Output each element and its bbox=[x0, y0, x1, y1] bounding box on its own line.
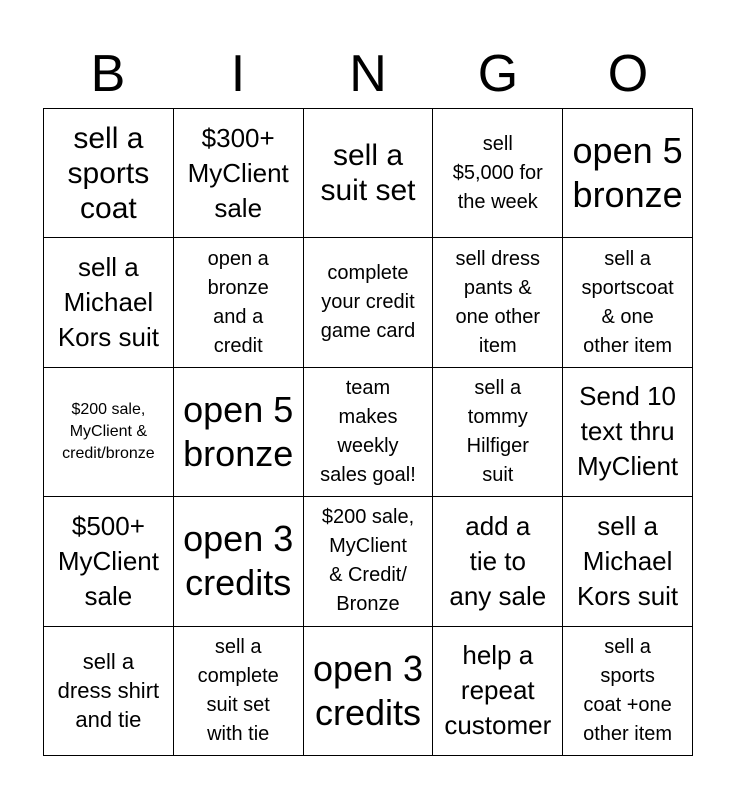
bingo-cell[interactable]: add a tie to any sale bbox=[433, 497, 563, 626]
bingo-cell[interactable]: $500+ MyClient sale bbox=[44, 497, 174, 626]
bingo-cell[interactable]: sell a tommy Hilfiger suit bbox=[433, 368, 563, 497]
bingo-cell[interactable]: $200 sale, MyClient & Credit/ Bronze bbox=[304, 497, 434, 626]
bingo-cell[interactable]: open a bronze and a credit bbox=[174, 238, 304, 367]
bingo-cell[interactable]: help a repeat customer bbox=[433, 627, 563, 756]
header-letter-g: G bbox=[477, 45, 519, 103]
bingo-cell[interactable]: Send 10 text thru MyClient bbox=[563, 368, 693, 497]
bingo-cell[interactable]: open 5 bronze bbox=[174, 368, 304, 497]
bingo-cell[interactable]: sell $5,000 for the week bbox=[433, 109, 563, 238]
bingo-cell[interactable]: open 5 bronze bbox=[563, 109, 693, 238]
bingo-cell[interactable]: sell a Michael Kors suit bbox=[44, 238, 174, 367]
bingo-cell[interactable]: sell a suit set bbox=[304, 109, 434, 238]
bingo-grid bbox=[43, 108, 693, 756]
bingo-cell[interactable]: sell a sports coat bbox=[44, 109, 174, 238]
header-letter-i: I bbox=[230, 45, 246, 103]
header-letter-n: N bbox=[349, 45, 387, 103]
bingo-cell[interactable]: $200 sale, MyClient & credit/bronze bbox=[44, 368, 174, 497]
bingo-cell[interactable]: sell dress pants & one other item bbox=[433, 238, 563, 367]
bingo-cell[interactable]: team makes weekly sales goal! bbox=[304, 368, 434, 497]
bingo-cell[interactable]: $300+ MyClient sale bbox=[174, 109, 304, 238]
bingo-cell[interactable]: sell a sports coat +one other item bbox=[563, 627, 693, 756]
bingo-cell[interactable]: sell a dress shirt and tie bbox=[44, 627, 174, 756]
bingo-cell[interactable]: sell a sportscoat & one other item bbox=[563, 238, 693, 367]
bingo-cell[interactable]: sell a complete suit set with tie bbox=[174, 627, 304, 756]
header-letter-o: O bbox=[607, 45, 649, 103]
bingo-cell[interactable]: complete your credit game card bbox=[304, 238, 434, 367]
bingo-cell[interactable]: open 3 credits bbox=[304, 627, 434, 756]
bingo-header bbox=[43, 40, 693, 108]
bingo-cell[interactable]: sell a Michael Kors suit bbox=[563, 497, 693, 626]
header-letter-b: B bbox=[90, 45, 126, 103]
bingo-cell[interactable]: open 3 credits bbox=[174, 497, 304, 626]
